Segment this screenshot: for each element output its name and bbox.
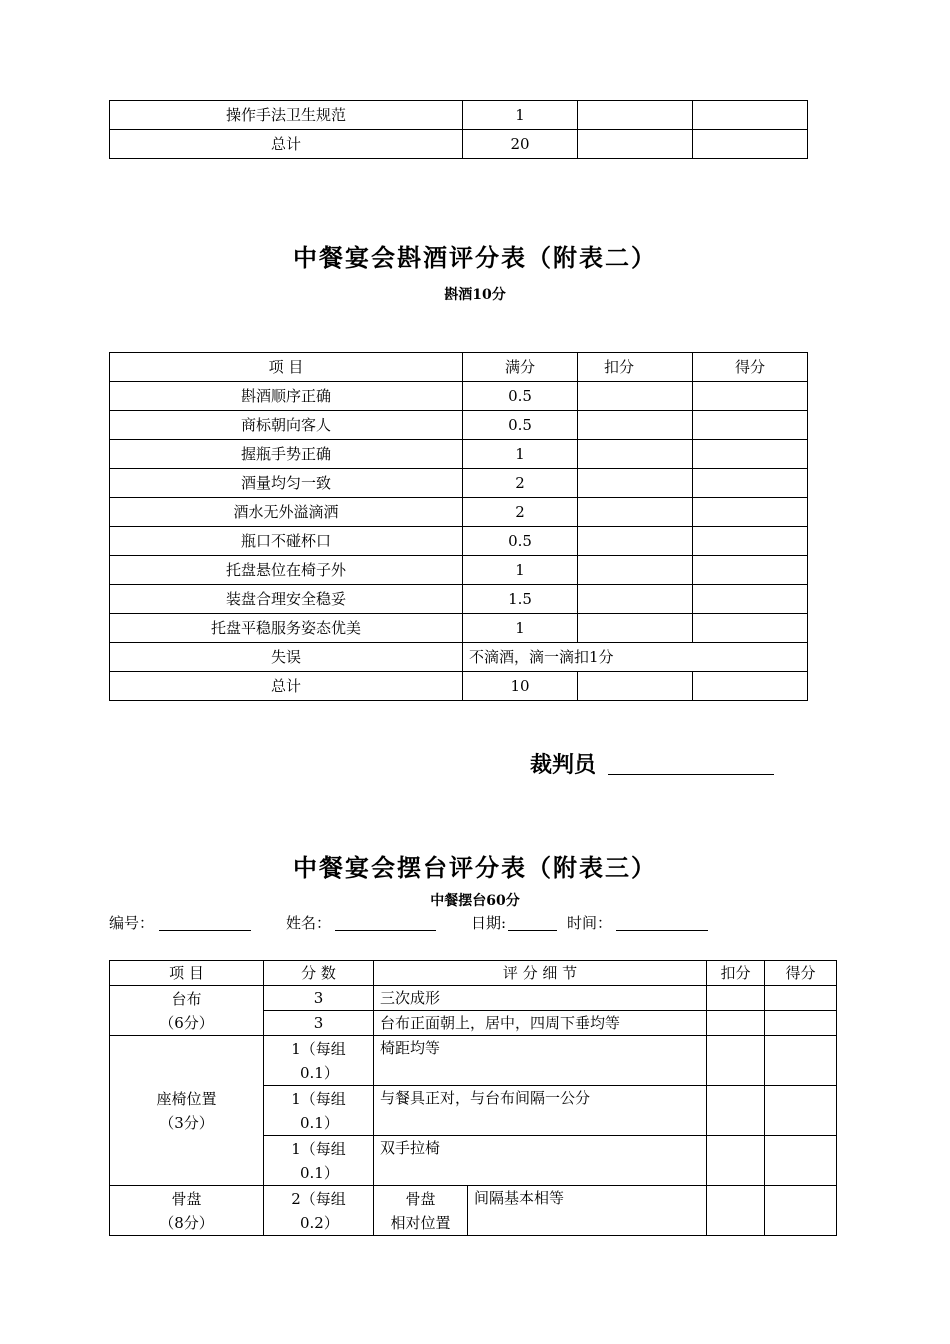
deduct-cell[interactable] — [578, 101, 693, 130]
total-row — [110, 672, 808, 701]
item-cell: 酒量均匀一致 — [110, 469, 463, 498]
total-label: 总计 — [110, 672, 463, 701]
header-deduct: 扣分 — [578, 353, 693, 382]
number-label: 编号： — [109, 914, 155, 932]
table-row — [110, 556, 808, 585]
name-field[interactable] — [335, 930, 436, 931]
time-field[interactable] — [616, 930, 708, 931]
detail-cell: 三次成形 — [374, 986, 707, 1011]
item-total: （8分） — [159, 1213, 214, 1232]
detail-cell: 台布正面朝上，居中，四周下垂均等 — [374, 1011, 707, 1036]
name-label: 姓名： — [286, 914, 332, 932]
mistake-note: 不滴酒，滴一滴扣1分 — [463, 643, 808, 672]
item-total: （6分） — [159, 1013, 214, 1032]
table-row — [110, 411, 808, 440]
get-cell[interactable] — [693, 411, 808, 440]
judge-label: 裁判员 — [530, 752, 597, 778]
table-row — [110, 527, 808, 556]
get-cell[interactable] — [765, 1036, 837, 1086]
item-total: （3分） — [159, 1113, 214, 1132]
deduct-cell[interactable] — [578, 585, 693, 614]
item-cell: 总计 — [110, 130, 463, 159]
table-row — [110, 440, 808, 469]
deduct-cell[interactable] — [707, 986, 765, 1011]
section3-subtitle: 中餐摆台60分 — [430, 893, 520, 909]
header-item: 项 目 — [110, 353, 463, 382]
table-row — [110, 382, 808, 411]
points-cell: 3 — [264, 986, 374, 1011]
detail-cell: 椅距均等 — [374, 1036, 707, 1086]
header-deduct: 扣分 — [707, 961, 765, 986]
table-row — [110, 1186, 837, 1236]
header-item: 项 目 — [110, 961, 264, 986]
points-cell: 1（每组 0.1） — [264, 1036, 374, 1086]
number-field[interactable] — [159, 930, 251, 931]
get-cell[interactable] — [693, 527, 808, 556]
pouring-score-table — [109, 352, 808, 701]
deduct-cell[interactable] — [707, 1086, 765, 1136]
deduct-cell[interactable] — [578, 440, 693, 469]
item-chair — [110, 1036, 264, 1186]
header-row — [110, 353, 808, 382]
deduct-cell[interactable] — [578, 469, 693, 498]
table-row — [110, 1036, 837, 1086]
deduct-cell[interactable] — [578, 556, 693, 585]
item-cell: 装盘合理安全稳妥 — [110, 585, 463, 614]
detail-cell: 间隔基本相等 — [468, 1186, 707, 1236]
points-cell: 3 — [264, 1011, 374, 1036]
get-cell[interactable] — [693, 585, 808, 614]
date-label: 日期: — [471, 914, 507, 932]
header-row — [110, 961, 837, 986]
table-row — [110, 498, 808, 527]
deduct-cell[interactable] — [707, 1036, 765, 1086]
table-row — [110, 585, 808, 614]
item-cell: 斟酒顺序正确 — [110, 382, 463, 411]
time-label: 时间： — [567, 914, 613, 932]
table-row — [110, 986, 837, 1011]
score-cell: 1 — [463, 101, 578, 130]
judge-signature-line[interactable] — [608, 774, 774, 775]
item-cell: 托盘平稳服务姿态优美 — [110, 614, 463, 643]
score-cell: 1 — [463, 440, 578, 469]
subitem-cell: 骨盘 相对位置 — [374, 1186, 468, 1236]
deduct-cell[interactable] — [578, 382, 693, 411]
section3-title: 中餐宴会摆台评分表（附表三） — [293, 853, 657, 882]
score-cell: 2 — [463, 498, 578, 527]
item-cell: 托盘悬位在椅子外 — [110, 556, 463, 585]
get-cell[interactable] — [765, 986, 837, 1011]
get-cell[interactable] — [693, 614, 808, 643]
item-cell: 握瓶手势正确 — [110, 440, 463, 469]
table-row — [110, 130, 808, 159]
section2-subtitle: 斟酒10分 — [444, 287, 506, 303]
deduct-cell[interactable] — [578, 527, 693, 556]
score-cell: 0.5 — [463, 411, 578, 440]
section2-title: 中餐宴会斟酒评分表（附表二） — [293, 243, 657, 272]
score-cell: 0.5 — [463, 382, 578, 411]
score-cell: 1 — [463, 556, 578, 585]
get-cell[interactable] — [765, 1086, 837, 1136]
deduct-cell[interactable] — [578, 672, 693, 701]
get-cell[interactable] — [693, 469, 808, 498]
get-cell[interactable] — [693, 101, 808, 130]
header-get: 得分 — [693, 353, 808, 382]
deduct-cell[interactable] — [707, 1136, 765, 1186]
score-cell: 1.5 — [463, 585, 578, 614]
get-cell[interactable] — [765, 1186, 837, 1236]
detail-cell: 双手拉椅 — [374, 1136, 707, 1186]
item-name: 座椅位置 — [156, 1089, 217, 1108]
item-cell: 酒水无外溢滴洒 — [110, 498, 463, 527]
table-row — [110, 469, 808, 498]
date-field[interactable] — [508, 930, 557, 931]
get-cell[interactable] — [693, 498, 808, 527]
header-points: 分 数 — [264, 961, 374, 986]
get-cell[interactable] — [693, 556, 808, 585]
deduct-cell[interactable] — [578, 411, 693, 440]
deduct-cell[interactable] — [707, 1011, 765, 1036]
deduct-cell[interactable] — [578, 614, 693, 643]
deduct-cell[interactable] — [578, 498, 693, 527]
get-cell[interactable] — [693, 382, 808, 411]
score-cell: 1 — [463, 614, 578, 643]
get-cell[interactable] — [765, 1136, 837, 1186]
score-cell: 2 — [463, 469, 578, 498]
score-table-continued — [109, 100, 808, 159]
deduct-cell[interactable] — [578, 130, 693, 159]
item-cell: 商标朝向客人 — [110, 411, 463, 440]
get-cell[interactable] — [693, 672, 808, 701]
table-row — [110, 614, 808, 643]
item-cell: 操作手法卫生规范 — [110, 101, 463, 130]
detail-cell: 与餐具正对，与台布间隔一公分 — [374, 1086, 707, 1136]
table-setting-score-table — [109, 960, 837, 1236]
total-score: 10 — [463, 672, 578, 701]
get-cell[interactable] — [765, 1011, 837, 1036]
item-plate — [110, 1186, 264, 1236]
table-row — [110, 101, 808, 130]
points-cell: 1（每组 0.1） — [264, 1136, 374, 1186]
deduct-cell[interactable] — [707, 1186, 765, 1236]
item-cell: 瓶口不碰杯口 — [110, 527, 463, 556]
item-tablecloth — [110, 986, 264, 1036]
header-detail: 评 分 细 节 — [374, 961, 707, 986]
get-cell[interactable] — [693, 130, 808, 159]
mistake-row — [110, 643, 808, 672]
score-cell: 20 — [463, 130, 578, 159]
points-cell: 1（每组 0.1） — [264, 1086, 374, 1136]
header-get: 得分 — [765, 961, 837, 986]
item-name: 台布 — [171, 989, 202, 1008]
header-full: 满分 — [463, 353, 578, 382]
item-name: 骨盘 — [171, 1189, 202, 1208]
get-cell[interactable] — [693, 440, 808, 469]
mistake-label: 失误 — [110, 643, 463, 672]
points-cell: 2（每组 0.2） — [264, 1186, 374, 1236]
score-cell: 0.5 — [463, 527, 578, 556]
